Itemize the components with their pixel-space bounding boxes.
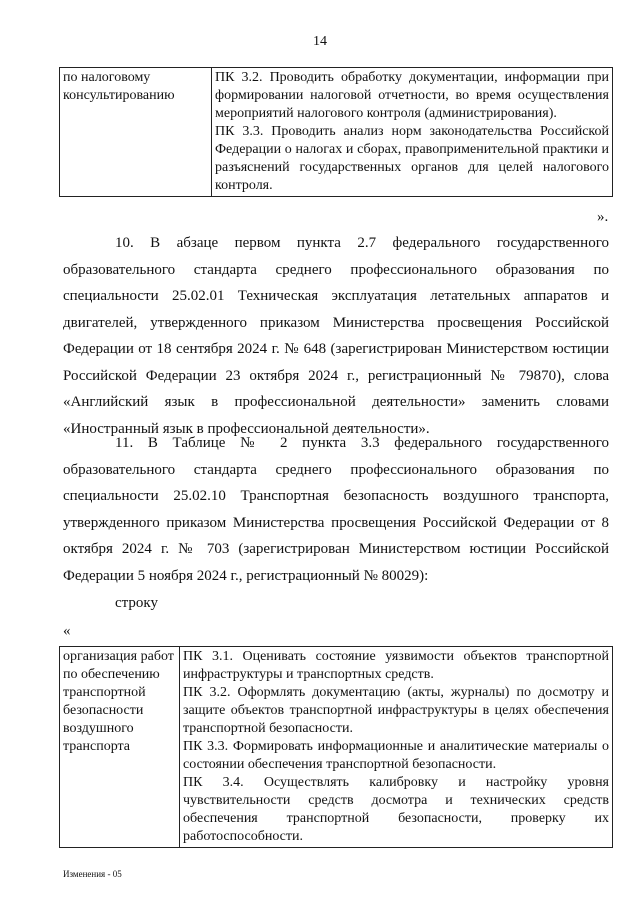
activity-cell: по налоговому консультированию: [60, 68, 212, 197]
competency-item: ПК 3.3. Формировать информационные и аналитические материалы о состоянии обеспечения транспортной безопасности.: [183, 739, 609, 772]
paragraph-10: [63, 230, 609, 442]
competency-table-1: [59, 67, 613, 197]
line-word: строку: [115, 595, 158, 611]
competency-item: ПК 3.1. Оценивать состояние уязвимости объектов транспортной инфраструктуры и транспортных средств.: [183, 649, 609, 682]
competency-item: ПК 3.2. Проводить обработку документации, информации при формировании налоговой отчетности, во время осуществления мероприятий налогового контроля (администрирования).: [215, 70, 609, 121]
paragraph-11: [63, 430, 609, 589]
table-row: [60, 647, 613, 848]
competency-table-2: [59, 646, 613, 848]
paragraph-10-text: 10. В абзаце первом пункта 2.7 федерального государственного образовательного стандарта среднего профессионального образования по специальности 25.02.01 Техническая эксплуатация летательных аппаратов и двигателей, утвержденного приказом Министерства просвещения Российской Федерации от 18 сентября 2024 г. № 648 (зарегистрирован Министерством юстиции Российской Федерации 23 октября 2024 г., регистрационный № 79870), слова «Английский язык в профессиональной деятельности» заменить словами «Иностранный язык в профессиональной деятельности».: [63, 235, 609, 437]
page-number: 14: [313, 34, 327, 49]
closing-quote: ».: [597, 209, 609, 225]
activity-cell: организация работ по обеспечению транспортной безопасности воздушного транспорта: [60, 647, 180, 848]
competency-item: ПК 3.4. Осуществлять калибровку и настройку уровня чувствительности средств досмотра и технических средств обеспечения транспортной безопасности, проверку их работоспособности.: [183, 775, 609, 844]
table-row: [60, 68, 613, 197]
competencies-cell: [212, 68, 613, 197]
competency-item: ПК 3.3. Проводить анализ норм законодательства Российской Федерации о налогах и сборах, правоприменительной практики и разъяснений государственных органов для целей налогового контроля.: [215, 124, 609, 193]
footer-note: Изменения - 05: [63, 869, 122, 879]
paragraph-11-text: 11. В Таблице № 2 пункта 3.3 федерального государственного образовательного стандарта среднего профессионального образования по специальности 25.02.10 Транспортная безопасность воздушного транспорта, утвержденного приказом Министерства просвещения Российской Федерации от 8 октября 2024 г. № 703 (зарегистрирован Министерством юстиции Российской Федерации 5 ноября 2024 г., регистрационный № 80029):: [63, 435, 609, 584]
competencies-cell: [180, 647, 613, 848]
opening-quote: «: [63, 623, 71, 639]
competency-item: ПК 3.2. Оформлять документацию (акты, журналы) по досмотру и защите объектов транспортной инфраструктуры в целях обеспечения транспортной безопасности.: [183, 685, 609, 736]
